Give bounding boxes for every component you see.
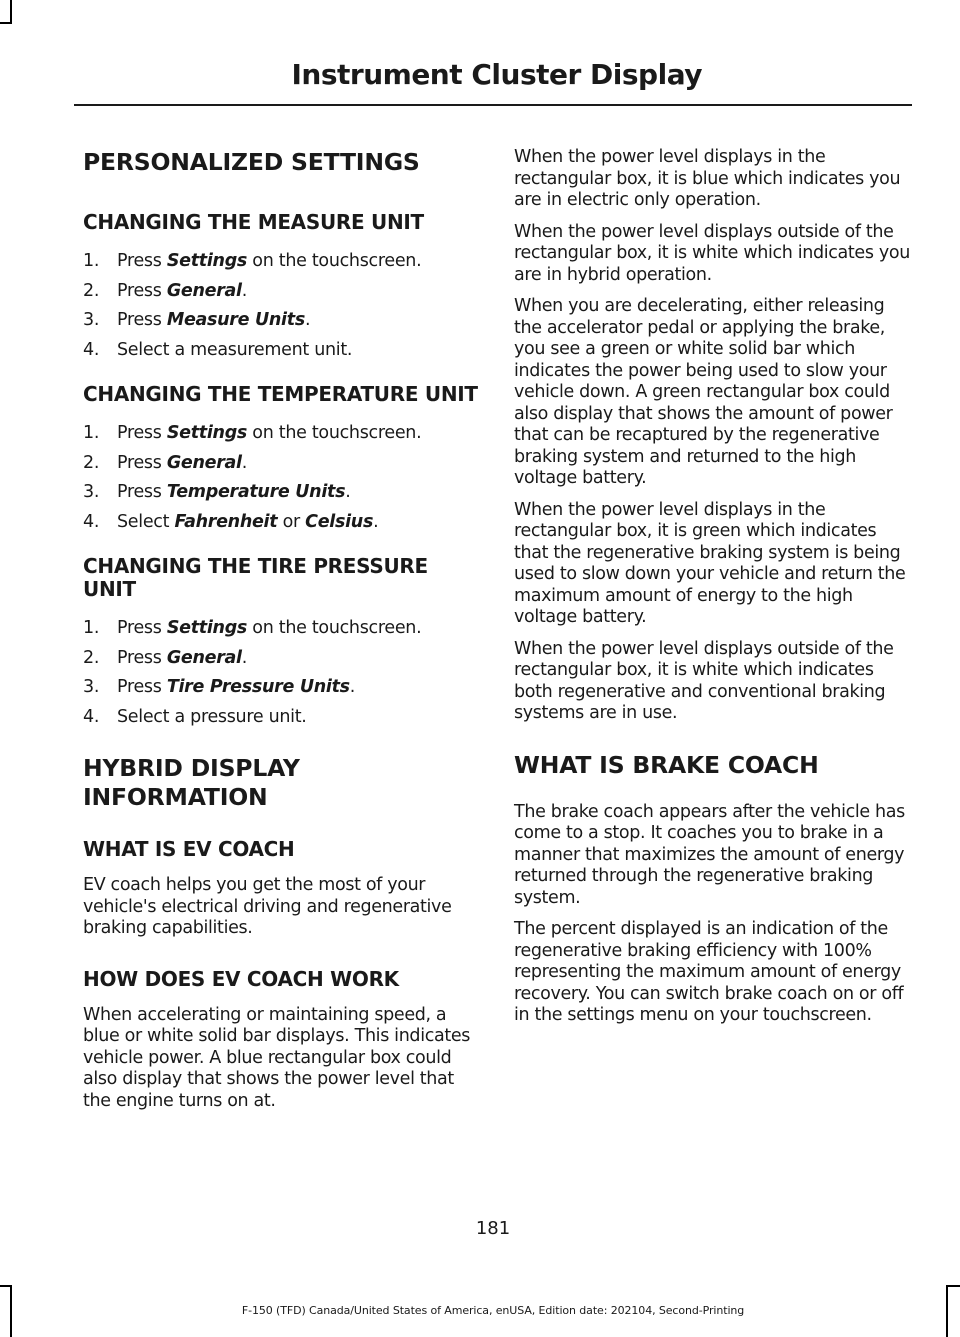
paragraph: When you are decelerating, either releasing the accelerator pedal or applying the brake, you see a green or white solid bar which indicates the power being used to slow your vehicle down. A green rectangular box could also display that shows the amount of power that can be recaptured by the regenerative braking system and returned to the high voltage battery. (514, 296, 893, 488)
section-heading-measure: CHANGING THE MEASURE UNIT (83, 210, 424, 234)
paragraph: When the power level displays in the rectangular box, it is blue which indicates you are in electric only operation. (514, 147, 901, 210)
temperature-steps (83, 423, 478, 533)
list-item: 4. Select a pressure unit. (83, 706, 307, 727)
left-column (83, 140, 478, 1112)
header-divider (74, 104, 912, 106)
crop-mark (0, 22, 12, 24)
list-item: 3. Press Temperature Units. (83, 482, 351, 502)
page-number: 181 (475, 1218, 511, 1239)
section-heading-temperature: CHANGING THE TEMPERATURE UNIT (83, 382, 478, 406)
ev-coach-work-body: When accelerating or maintaining speed, a blue or white solid bar displays. This indicates vehicle power. A blue rectangular box could also display that shows the power level that the engine turns on at. (83, 1004, 471, 1111)
crop-mark (0, 1285, 12, 1287)
edition-footer: F-150 (TFD) Canada/United States of America, enUSA, Edition date: 202104, Second-Printing (241, 1304, 745, 1317)
crop-mark (10, 0, 12, 22)
paragraph: When the power level displays outside of the rectangular box, it is white which indicates both regenerative and conventional braking systems are in use. (514, 638, 894, 723)
list-item: 2. Press General. (83, 452, 247, 473)
list-item: 2. Press General. (83, 647, 247, 668)
list-item: 4. Select Fahrenheit or Celsius. (83, 511, 379, 532)
list-item: 2. Press General. (83, 280, 247, 301)
section-heading-ev-coach: WHAT IS EV COACH (83, 837, 295, 861)
section-heading-ev-coach-work: HOW DOES EV COACH WORK (83, 966, 399, 991)
list-item: 1. Press Settings on the touchscreen. (83, 618, 422, 638)
section-heading-personalized: PERSONALIZED SETTINGS (83, 148, 420, 176)
list-item: 3. Press Tire Pressure Units. (83, 677, 356, 697)
right-column (514, 140, 912, 1027)
section-heading-hybrid (83, 754, 478, 812)
list-item: 1. Press Settings on the touchscreen. (83, 251, 422, 271)
measure-steps (83, 251, 478, 361)
section-heading-brake-coach: WHAT IS BRAKE COACH (514, 750, 819, 779)
tire-steps (83, 618, 478, 728)
list-item: 1. Press Settings on the touchscreen. (83, 423, 422, 443)
ev-coach-body: EV coach helps you get the most of your vehicle's electrical driving and regenerative braking capabilities. (83, 875, 452, 938)
page-header-title: Instrument Cluster Display (291, 58, 702, 91)
paragraph: When the power level displays in the rectangular box, it is green which indicates that the regenerative braking system is being used to slow down your vehicle and return the maximum amount of energy to the high voltage battery. (514, 499, 906, 627)
list-item: 3. Press Measure Units. (83, 310, 311, 330)
list-item: 4. Select a measurement unit. (83, 339, 353, 360)
crop-mark (946, 1285, 960, 1287)
brake-coach-body-1: The brake coach appears after the vehicle has come to a stop. It coaches you to brake in a manner that maximizes the amount of energy returned through the regenerative braking system. (514, 801, 905, 908)
section-heading-tire: CHANGING THE TIRE PRESSURE UNIT (83, 554, 428, 601)
hybrid-heading-line1: HYBRID DISPLAY (83, 754, 300, 782)
hybrid-heading-line2: INFORMATION (83, 783, 268, 811)
paragraph: When the power level displays outside of the rectangular box, it is white which indicates you are in hybrid operation. (514, 221, 910, 285)
brake-coach-body-2: The percent displayed is an indication of the regenerative braking efficiency with 100% representing the maximum amount of energy recovery. You can switch brake coach on or off in the settings menu on your touchscreen. (514, 919, 904, 1025)
